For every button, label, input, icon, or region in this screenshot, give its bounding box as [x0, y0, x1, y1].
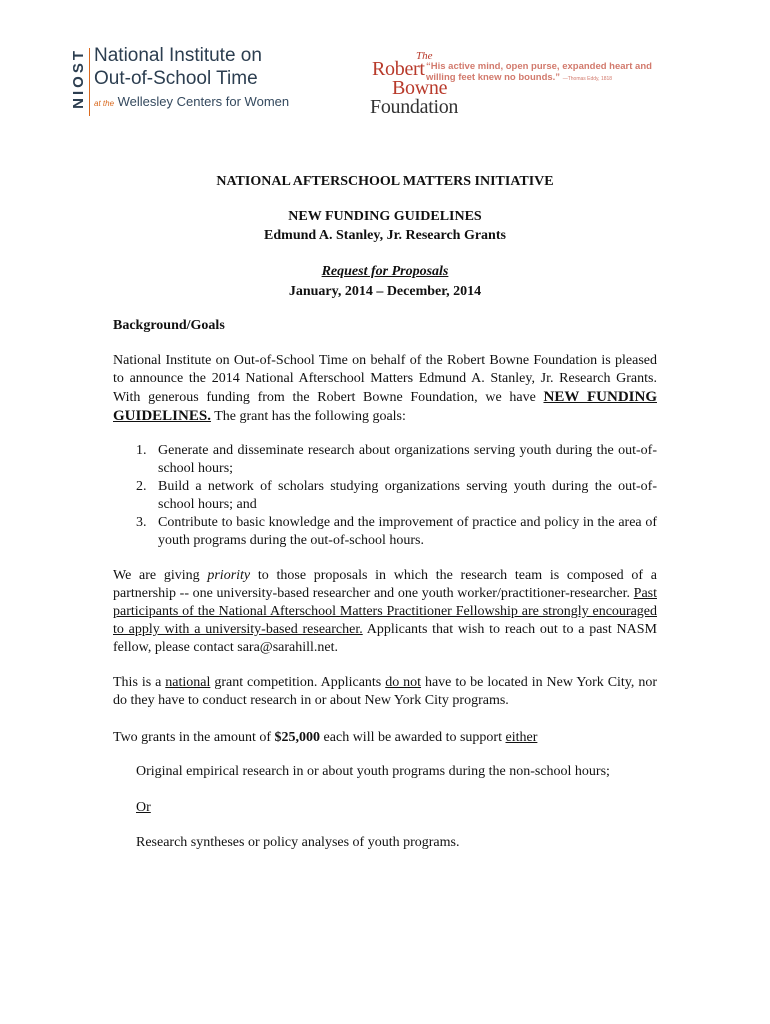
rfp-title: Request for Proposals: [321, 264, 449, 279]
do-not-word: do not: [385, 675, 422, 690]
priority-text-a: We are giving: [113, 568, 208, 583]
two-grants-paragraph: [113, 729, 657, 747]
rbf-robert: Robert: [372, 58, 425, 80]
national-paragraph: [113, 674, 657, 710]
list-item: [113, 478, 657, 514]
either-word: either: [505, 730, 538, 745]
niost-affiliation-name: Wellesley Centers for Women: [117, 94, 290, 109]
niost-affiliation-prefix: at the: [94, 99, 115, 108]
rbf-quote-text: “His active mind, open purse, expanded heart and willing feet knew no bounds.”: [426, 61, 652, 83]
background-text: National Institute on Out-of-School Time on behalf of the Robert Bowne Foundation is pleased to announce the 2014 National Afterschool Matters Edmund A. Stanley, Jr. Research Grants. With generous funding from the Robert Bowne Foundation, we have: [113, 353, 657, 405]
list-item: [113, 514, 657, 550]
rbf-the: The: [416, 50, 433, 62]
priority-text-b: to those proposals in which the research team is composed of a partnership -- one university-based researcher and one youth worker/practitioner-researcher.: [113, 568, 657, 601]
background-heading: Background/Goals: [113, 318, 225, 333]
list-item: [113, 442, 657, 478]
rbf-bowne: Bowne: [392, 77, 448, 99]
niost-name-line1: National Institute on: [94, 45, 262, 66]
goal-number: 3.: [136, 515, 147, 530]
rbf-quote: [426, 61, 658, 85]
goal-text: Contribute to basic knowledge and the improvement of practice and policy in the area of youth programs during the out-of-school hours.: [158, 515, 657, 548]
date-range: January, 2014 – December, 2014: [288, 284, 482, 299]
grant-amount: $25,000: [274, 730, 321, 745]
initiative-title: NATIONAL AFTERSCHOOL MATTERS INITIATIVE: [216, 174, 554, 189]
two-grants-text-b: each will be awarded to support: [320, 730, 506, 745]
priority-paragraph: [113, 567, 657, 657]
priority-text-c: Applicants that wish to reach out to a past NASM fellow, please contact sara@sarahill.net.: [113, 622, 657, 655]
option-research-syntheses: Research syntheses or policy analyses of youth programs.: [136, 835, 460, 850]
priority-word: priority: [207, 568, 251, 583]
guidelines-title: NEW FUNDING GUIDELINES: [288, 209, 482, 224]
national-text-a: This is a: [113, 675, 166, 690]
national-word: national: [165, 675, 211, 690]
background-tail: The grant has the following goals:: [210, 409, 406, 424]
option-empirical-research: Original empirical research in or about youth programs during the non-school hours;: [136, 764, 610, 779]
niost-logo-divider: [89, 48, 90, 116]
goal-number: 2.: [136, 479, 147, 494]
fellowship-note: Past participants of the National Afterschool Matters Practitioner Fellowship are strongly encouraged to apply with a university-based researcher.: [113, 586, 657, 637]
niost-wordmark: [94, 44, 289, 113]
grants-title: Edmund A. Stanley, Jr. Research Grants: [264, 228, 506, 243]
goal-text: Build a network of scholars studying organizations serving youth during the out-of-school hours; and: [158, 479, 657, 512]
rbf-foundation: Foundation: [370, 96, 459, 118]
option-or: Or: [136, 800, 151, 815]
goal-text: Generate and disseminate research about organizations serving youth during the out-of-school hours;: [158, 443, 657, 476]
new-funding-emphasis: NEW FUNDING GUIDELINES.: [113, 389, 657, 424]
goals-list: [113, 442, 657, 550]
robert-bowne-foundation-logo: [370, 50, 660, 120]
niost-logo: [70, 44, 290, 120]
national-text-b: grant competition. Applicants: [210, 675, 386, 690]
niost-affiliation: [94, 93, 289, 113]
two-grants-text-a: Two grants in the amount of: [113, 730, 275, 745]
national-text-c: have to be located in New York City, nor do they have to conduct research in or about New York City programs.: [113, 675, 658, 708]
background-paragraph: [113, 352, 657, 426]
goal-number: 1.: [136, 443, 147, 458]
niost-name-line2: Out-of-School Time: [94, 68, 258, 89]
rbf-quote-attribution: —Thomas Eddy, 1818: [562, 76, 613, 82]
niost-vertical-wordmark: NIOST: [70, 48, 87, 109]
